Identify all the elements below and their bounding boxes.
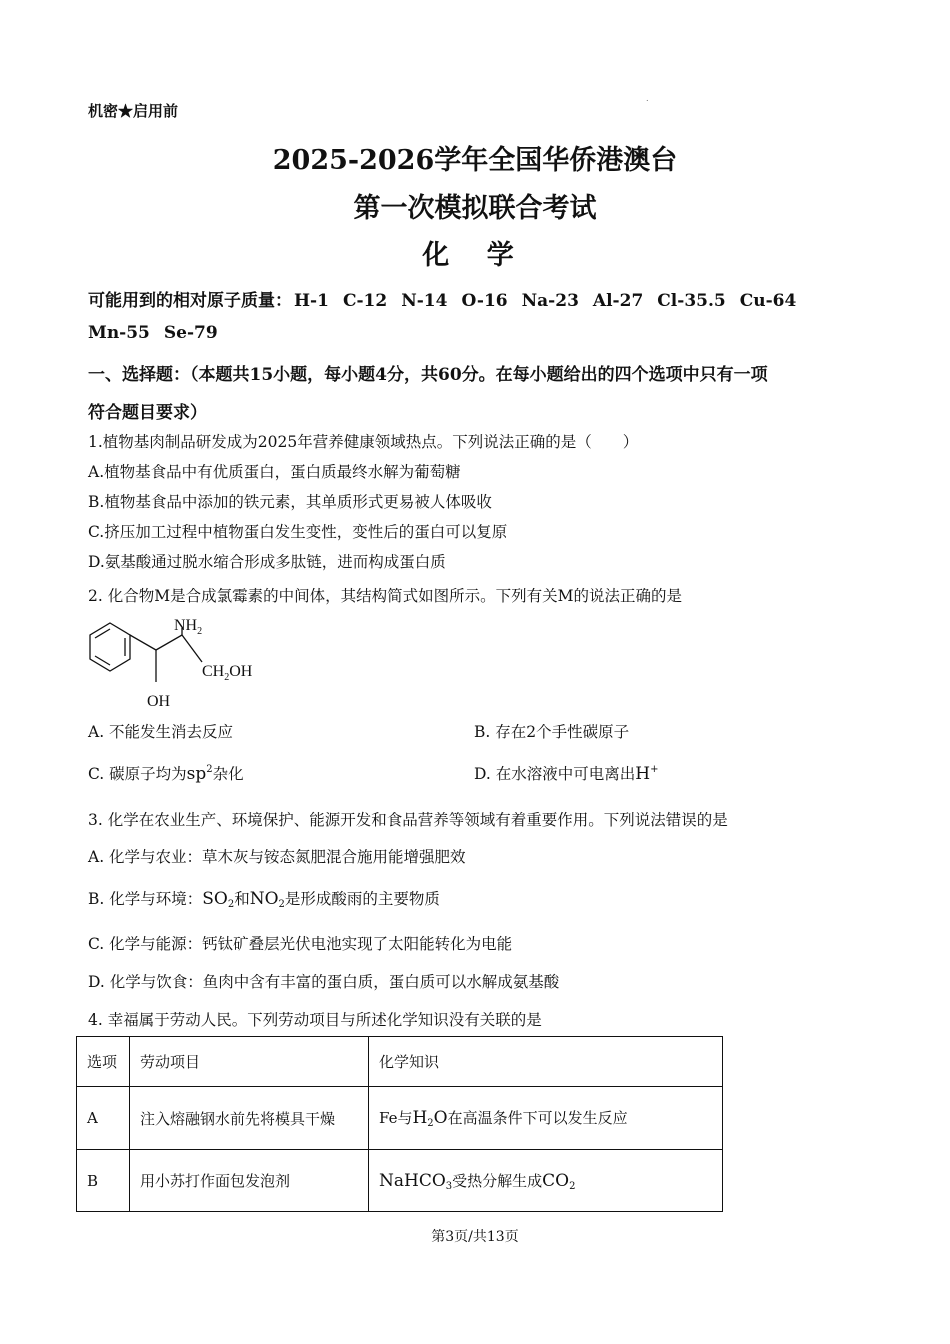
q4-table: [76, 1036, 723, 1212]
q3-option-a: A. 化学与农业：草木灰与铵态氮肥混合施用能增强肥效: [88, 848, 466, 866]
q3-option-c: C. 化学与能源：钙钛矿叠层光伏电池实现了太阳能转化为电能: [88, 935, 513, 953]
bond: [130, 635, 156, 650]
compound-m-structure: [80, 610, 280, 715]
benzene-ring: [90, 623, 130, 671]
q2-option-c: C. 碳原子均为$sp^2$杂化: [88, 764, 244, 784]
exam-title-line2: 第一次模拟联合考试: [353, 193, 597, 224]
q3-option-b: B. 化学与环境：$SO_2$和$NO_2$是形成酸雨的主要物质: [88, 889, 440, 910]
q4-stem: 4. 幸福属于劳动人民。下列劳动项目与所述化学知识没有关联的是: [88, 1011, 542, 1029]
table-header-row: [77, 1037, 723, 1087]
subject-title: 化 学: [422, 240, 528, 271]
row-task: 注入熔融钢水前先将模具干燥: [130, 1087, 369, 1150]
q2-option-a: A. 不能发生消去反应: [88, 723, 234, 741]
q3-option-d: D. 化学与饮食：鱼肉中含有丰富的蛋白质，蛋白质可以水解成氨基酸: [88, 973, 560, 991]
atomic-mass-item: Al-27: [592, 291, 644, 311]
page-number: 第3页/共13页: [431, 1229, 519, 1245]
bond: [156, 635, 182, 650]
header-task: 劳动项目: [130, 1037, 369, 1087]
atomic-mass-item: C-12: [342, 291, 388, 311]
row-option: B: [77, 1150, 130, 1212]
row-option: A: [77, 1087, 130, 1150]
row-knowledge: Fe与$H_2O$在高温条件下可以发生反应: [369, 1087, 723, 1150]
q1-option-a: A.植物基食品中有优质蛋白，蛋白质最终水解为葡萄糖: [88, 463, 461, 481]
q2-option-b: B. 存在2个手性碳原子: [474, 723, 630, 741]
q1-stem: 1.植物基肉制品研发成为2025年营养健康领域热点。下列说法正确的是（ ）: [88, 433, 639, 451]
confidential-label: 机密★启用前: [88, 102, 179, 120]
section-heading: 一、选择题：（本题共15小题，每小题4分，共60分。在每小题给出的四个选项中只有一项: [88, 365, 768, 385]
row-knowledge: NaHCO$_3$受热分解生成$CO_2$: [369, 1150, 723, 1212]
row-task: 用小苏打作面包发泡剂: [130, 1150, 369, 1212]
exam-title-line1: 2025-2026学年全国华侨港澳台: [272, 145, 678, 176]
table-row: [77, 1150, 723, 1212]
atomic-masses-cont: [88, 323, 232, 343]
atomic-masses-label: 可能用到的相对原子质量：: [88, 291, 292, 311]
atomic-masses: [88, 286, 810, 311]
atomic-mass-item: Na-23: [521, 291, 579, 311]
table-row: [77, 1087, 723, 1150]
q1-option-c: C.挤压加工过程中植物蛋白发生变性，变性后的蛋白可以复原: [88, 523, 508, 541]
atomic-mass-item: Cu-64: [739, 291, 797, 311]
ch2oh-label: $CH_2OH$: [202, 663, 253, 683]
section-heading-cont: 符合题目要求）: [88, 403, 207, 423]
atomic-mass-item: Se-79: [163, 323, 218, 343]
atomic-mass-item: N-14: [401, 291, 448, 311]
atomic-mass-item: H-1: [294, 291, 329, 311]
q2-stem: 2. 化合物M是合成氯霉素的中间体，其结构简式如图所示。下列有关M的说法正确的是: [88, 587, 682, 605]
q3-stem: 3. 化学在农业生产、环境保护、能源开发和食品营养等领域有着重要作用。下列说法错误的是: [88, 811, 728, 829]
header-option: 选项: [77, 1037, 130, 1087]
q2-option-d: D. 在水溶液中可电离出H+: [474, 764, 659, 784]
atomic-mass-item: Cl-35.5: [657, 291, 726, 311]
header-knowledge: 化学知识: [369, 1037, 723, 1087]
nh2-label: $NH_2$: [174, 617, 203, 637]
q1-option-d: D.氨基酸通过脱水缩合形成多肽链，进而构成蛋白质: [88, 553, 446, 571]
bond-ch2oh: [182, 635, 202, 662]
atomic-mass-item: Mn-55: [88, 323, 150, 343]
oh-label: OH: [147, 693, 171, 710]
atomic-mass-item: O-16: [461, 291, 508, 311]
q1-option-b: B.植物基食品中添加的铁元素，其单质形式更易被人体吸收: [88, 493, 492, 511]
scan-mark: .: [646, 94, 649, 103]
